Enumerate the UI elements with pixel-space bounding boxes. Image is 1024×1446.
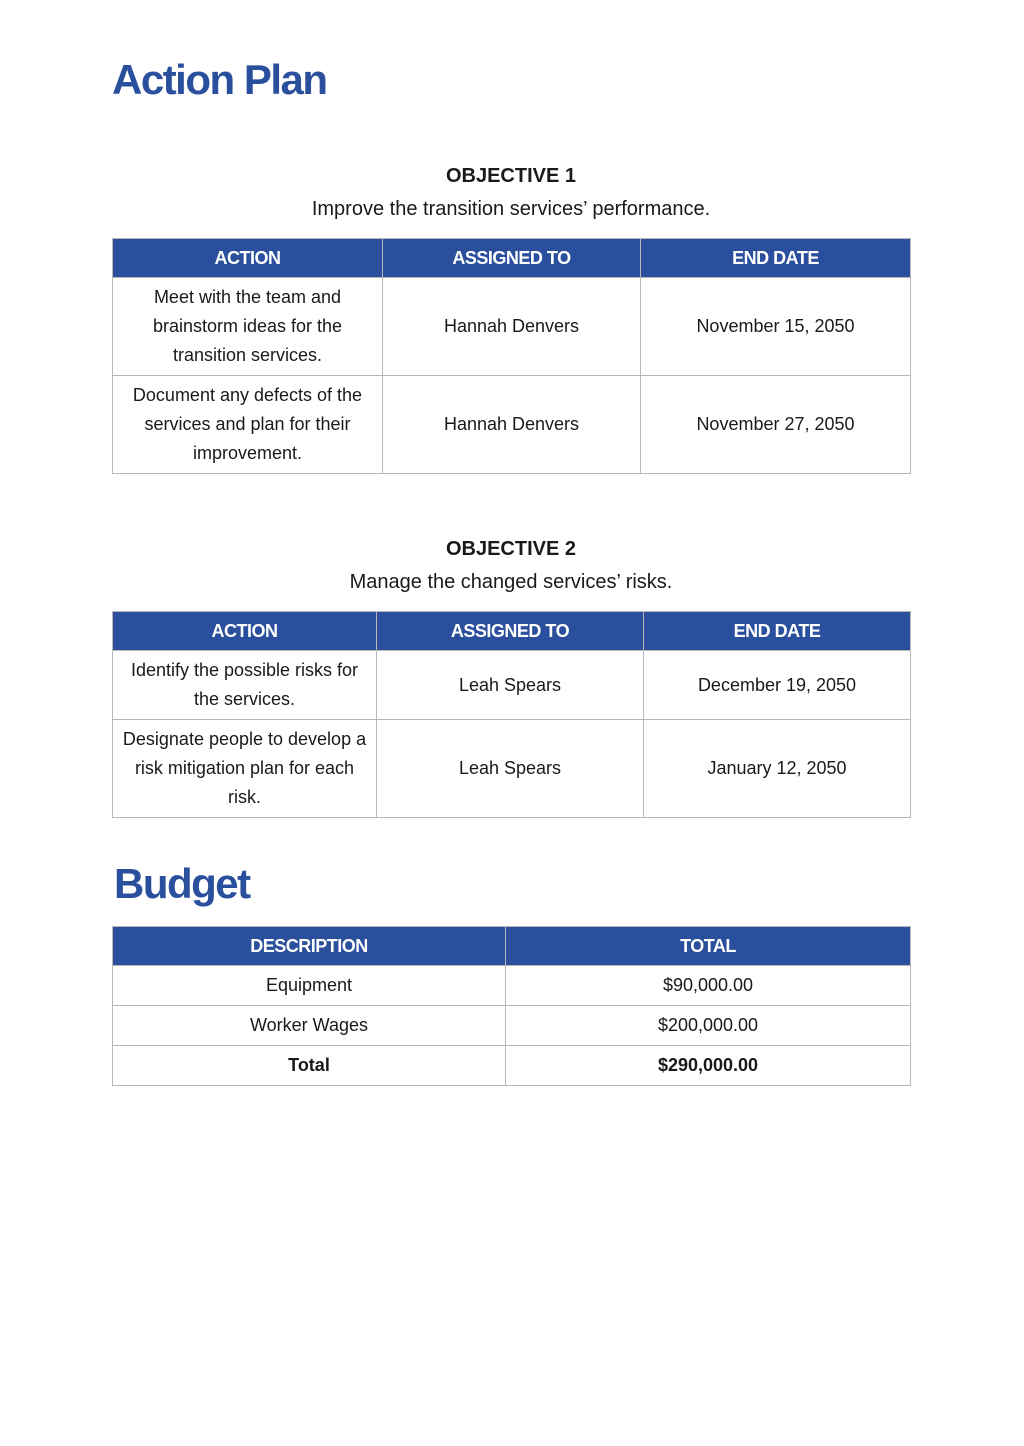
column-header-total: TOTAL <box>506 927 911 966</box>
column-header-assigned-to: ASSIGNED TO <box>377 612 644 651</box>
table-row <box>113 278 911 376</box>
total-label-cell: Total <box>113 1046 506 1086</box>
table-row <box>113 651 911 720</box>
action-plan-title: Action Plan <box>112 56 327 103</box>
objective-2-title: OBJECTIVE 2 <box>445 538 577 560</box>
table-row <box>113 1006 911 1046</box>
table-header-row <box>113 612 911 651</box>
assigned-to-cell: Leah Spears <box>377 720 644 818</box>
table-row <box>113 720 911 818</box>
description-cell: Equipment <box>113 966 506 1006</box>
budget-table <box>112 926 911 1086</box>
column-header-action: ACTION <box>113 612 377 651</box>
table-header-row <box>113 927 911 966</box>
column-header-end-date: END DATE <box>641 239 911 278</box>
objective-2-description: Manage the changed services’ risks. <box>349 571 673 593</box>
end-date-cell: January 12, 2050 <box>644 720 911 818</box>
action-cell: Designate people to develop a risk mitigation plan for each risk. <box>113 720 377 818</box>
objective-1-description: Improve the transition services’ performance. <box>311 198 711 220</box>
assigned-to-cell: Hannah Denvers <box>383 376 641 474</box>
column-header-description: DESCRIPTION <box>113 927 506 966</box>
grand-total-cell: $290,000.00 <box>506 1046 911 1086</box>
assigned-to-cell: Hannah Denvers <box>383 278 641 376</box>
total-cell: $90,000.00 <box>506 966 911 1006</box>
end-date-cell: December 19, 2050 <box>644 651 911 720</box>
objective-1-title: OBJECTIVE 1 <box>445 165 577 187</box>
action-cell: Meet with the team and brainstorm ideas for the transition services. <box>113 278 383 376</box>
total-cell: $200,000.00 <box>506 1006 911 1046</box>
action-cell: Document any defects of the services and plan for their improvement. <box>113 376 383 474</box>
assigned-to-cell: Leah Spears <box>377 651 644 720</box>
description-cell: Worker Wages <box>113 1006 506 1046</box>
column-header-action: ACTION <box>113 239 383 278</box>
table-row <box>113 966 911 1006</box>
budget-title: Budget <box>114 860 250 907</box>
column-header-end-date: END DATE <box>644 612 911 651</box>
objective-1-table <box>112 238 911 474</box>
end-date-cell: November 27, 2050 <box>641 376 911 474</box>
action-cell: Identify the possible risks for the services. <box>113 651 377 720</box>
table-row <box>113 376 911 474</box>
table-header-row <box>113 239 911 278</box>
end-date-cell: November 15, 2050 <box>641 278 911 376</box>
column-header-assigned-to: ASSIGNED TO <box>383 239 641 278</box>
objective-2-table <box>112 611 911 818</box>
budget-total-row <box>113 1046 911 1086</box>
